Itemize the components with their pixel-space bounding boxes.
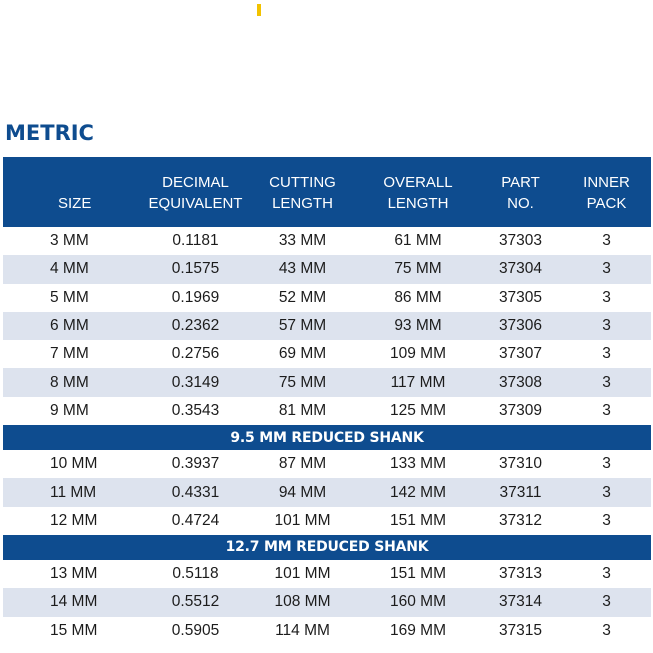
- decimal-cell: 0.4331: [171, 483, 220, 501]
- size-cell: 15 MM: [50, 621, 98, 639]
- part-no-cell: 37305: [498, 288, 543, 306]
- table-row: [3, 507, 651, 535]
- section-band-label: 9.5 MM REDUCED SHANK: [230, 429, 424, 446]
- overall-length-cell: 151 MM: [390, 511, 446, 529]
- inner-pack-cell: 3: [602, 401, 611, 419]
- size-cell: 5 MM: [50, 288, 89, 306]
- table-row: [3, 478, 651, 506]
- overall-length-cell: 93 MM: [394, 317, 442, 335]
- overall-length-cell: 169 MM: [390, 621, 446, 639]
- size-cell: 4 MM: [50, 260, 89, 278]
- table-row: [3, 397, 651, 425]
- inner-pack-cell: 3: [602, 455, 611, 473]
- cutting-length-cell: 75 MM: [278, 373, 327, 391]
- part-no-cell: 37307: [498, 345, 543, 363]
- inner-pack-cell: 3: [602, 232, 611, 250]
- size-cell: 12 MM: [50, 511, 98, 529]
- part-no-cell: 37312: [498, 511, 543, 529]
- cutting-length-cell: 101 MM: [274, 511, 331, 529]
- table-row: [3, 450, 651, 478]
- overall-length-cell: 109 MM: [390, 345, 446, 363]
- overall-length-cell: 117 MM: [390, 373, 446, 391]
- overall-length-cell: 160 MM: [390, 593, 446, 611]
- inner-pack-cell: 3: [602, 621, 611, 639]
- part-no-cell: 37315: [498, 621, 543, 639]
- part-no-cell: 37314: [498, 593, 543, 611]
- size-cell: 8 MM: [50, 373, 89, 391]
- cutting-length-cell: 81 MM: [278, 401, 327, 419]
- cutting-length-cell: 114 MM: [275, 621, 330, 639]
- table-row: [3, 312, 651, 340]
- overall-length-cell: 142 MM: [390, 483, 446, 501]
- overall-length-cell: 133 MM: [390, 455, 446, 473]
- section-band-row: [3, 535, 651, 560]
- cutting-length-cell: 87 MM: [278, 455, 327, 473]
- overall-length-cell: 75 MM: [394, 260, 442, 278]
- inner-pack-cell: 3: [602, 288, 611, 306]
- table-row: [3, 560, 651, 588]
- part-no-cell: 37306: [498, 317, 543, 335]
- cutting-length-cell: 57 MM: [278, 317, 327, 335]
- size-cell: 11 MM: [50, 483, 97, 501]
- part-no-cell: 37313: [498, 565, 543, 583]
- size-cell: 3 MM: [50, 232, 89, 250]
- part-no-cell: 37309: [498, 401, 543, 419]
- table-row: [3, 255, 651, 283]
- inner-pack-cell: 3: [602, 373, 611, 391]
- inner-pack-cell: 3: [602, 593, 611, 611]
- table-row: [3, 227, 651, 255]
- size-cell: 9 MM: [50, 401, 89, 419]
- column-header-decimal-equivalent: DECIMAL EQUIVALENT: [148, 174, 243, 212]
- decimal-cell: 0.1575: [171, 260, 220, 278]
- cutting-length-cell: 69 MM: [278, 345, 327, 363]
- column-header-cutting-length: CUTTING LENGTH: [269, 174, 336, 212]
- overall-length-cell: 61 MM: [394, 232, 442, 250]
- decimal-cell: 0.4724: [171, 511, 220, 529]
- inner-pack-cell: 3: [602, 345, 611, 363]
- cutting-length-cell: 94 MM: [278, 483, 327, 501]
- overall-length-cell: 86 MM: [394, 288, 442, 306]
- cutting-length-cell: 43 MM: [278, 260, 327, 278]
- decimal-cell: 0.3543: [171, 401, 220, 419]
- size-cell: 7 MM: [50, 345, 89, 363]
- yellow-accent-mark: [257, 4, 261, 16]
- section-band-label: 12.7 MM REDUCED SHANK: [225, 539, 429, 556]
- decimal-cell: 0.5905: [171, 621, 220, 639]
- overall-length-cell: 151 MM: [390, 565, 446, 583]
- cutting-length-cell: 52 MM: [278, 288, 327, 306]
- decimal-cell: 0.5512: [171, 593, 220, 611]
- part-no-cell: 37303: [498, 232, 543, 250]
- part-no-cell: 37308: [498, 373, 543, 391]
- metric-spec-table: [3, 157, 651, 645]
- section-heading: METRIC: [5, 121, 94, 145]
- decimal-cell: 0.3937: [171, 455, 220, 473]
- size-cell: 6 MM: [50, 317, 89, 335]
- inner-pack-cell: 3: [602, 483, 611, 501]
- column-header-overall-length: OVERALL LENGTH: [383, 174, 453, 212]
- section-band-row: [3, 425, 651, 450]
- table-row: [3, 284, 651, 312]
- column-header-inner-pack: INNER PACK: [583, 174, 630, 212]
- cutting-length-cell: 33 MM: [278, 232, 327, 250]
- column-header-size: SIZE: [58, 195, 92, 212]
- table-row: [3, 588, 651, 616]
- decimal-cell: 0.1181: [172, 232, 219, 250]
- cutting-length-cell: 108 MM: [274, 593, 331, 611]
- inner-pack-cell: 3: [602, 260, 611, 278]
- table-row: [3, 340, 651, 368]
- size-cell: 14 MM: [50, 593, 98, 611]
- decimal-cell: 0.5118: [172, 565, 219, 583]
- table-header-row: [3, 157, 651, 227]
- decimal-cell: 0.2756: [171, 345, 220, 363]
- decimal-cell: 0.1969: [171, 288, 220, 306]
- overall-length-cell: 125 MM: [390, 401, 446, 419]
- part-no-cell: 37304: [498, 260, 543, 278]
- inner-pack-cell: 3: [602, 565, 611, 583]
- part-no-cell: 37311: [499, 483, 542, 501]
- table-row: [3, 368, 651, 396]
- inner-pack-cell: 3: [602, 317, 611, 335]
- size-cell: 13 MM: [50, 565, 98, 583]
- part-no-cell: 37310: [498, 455, 543, 473]
- decimal-cell: 0.2362: [171, 317, 220, 335]
- table-row: [3, 617, 651, 645]
- column-header-part-no: PART NO.: [501, 174, 540, 212]
- cutting-length-cell: 101 MM: [274, 565, 331, 583]
- size-cell: 10 MM: [50, 455, 98, 473]
- inner-pack-cell: 3: [602, 511, 611, 529]
- decimal-cell: 0.3149: [171, 373, 220, 391]
